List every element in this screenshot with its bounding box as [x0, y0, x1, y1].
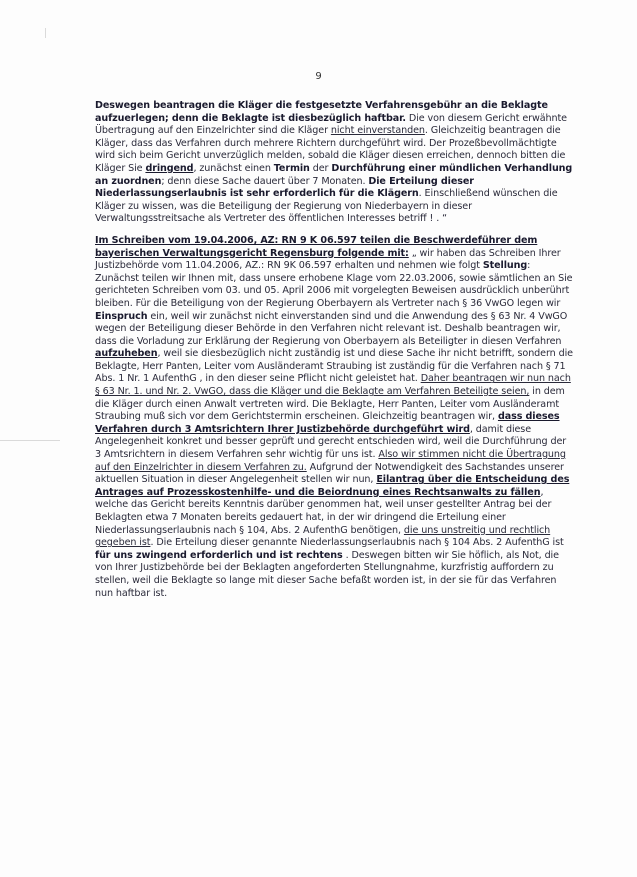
bold-text: Durchführung einer mündlichen Verhandlung an zuordnen: [95, 162, 573, 187]
underlined-text: die uns unstreitig und rechtlich gegeben ist: [95, 524, 551, 549]
bold-underlined-text: dringend: [145, 162, 194, 174]
text-span: . Die Erteilung dieser genannte Niederlassungserlaubnis nach § 104 Abs. 2 AufenthG ist: [150, 537, 564, 549]
text-span: Die von diesem Gericht erwähnte Übertragung auf den Einzelrichter sind die Kläger: [95, 112, 567, 137]
underlined-text: Also wir stimmen nicht die Übertragung auf den Einzelrichter in diesem Verfahren zu.: [95, 449, 566, 473]
text-span: der: [309, 162, 332, 174]
bold-underlined-text: Eilantrag über die Entscheidung des Antrages auf Prozesskostenhilfe- und die Beiordnung eines Rechtsanwalts zu fällen: [95, 474, 570, 498]
paragraph-letter: [95, 235, 575, 600]
text-span: . Gleichzeitig beantragen die Kläger, dass das Verfahren durch mehrere Richtern durchgeführt wird.: [95, 125, 561, 149]
text-span: . Einschließend wünschen die Kläger zu wissen, was die Beteiligung der Regierung von Niederbayern in dieser Verwaltungsstreitsache als Vertreter des öffentlichen Interesses betriff ! . “: [95, 188, 558, 225]
paragraph-gap: [95, 226, 575, 235]
text-span: ein, weil wir zunächst nicht einverstanden sind und die Anwendung des § 63 Nr. 4 VwGO wegen der Beteiligung dieser Behörde in den Verfahren nicht relevant ist. Deshalb beantragen wir, dass die Vorladung zur Erklärung der Regierung von Oberbayern als Beteiligter in diesen Verfahren: [95, 310, 568, 347]
document-body: [95, 100, 575, 600]
bold-text: Deswegen beantragen die Kläger die festgesetzte Verfahrensgebühr an die Beklagte aufzuerlegen; denn die Beklagte ist diesbezüglich haftbar.: [95, 100, 548, 124]
bold-text: Stellung: [482, 260, 528, 272]
text-span: , weil sie diesbezüglich nicht zuständig ist und diese Sache ihr nicht betrifft, sondern die Beklagte, Herr Panten, Leiter vom Ausländeramt Straubing ist zuständig für die Verfahren nach § 71 Abs. 1 Nr. 1 AufenthG , in den dieser seine Pflicht nicht geleistet hat.: [95, 348, 573, 385]
text-span: : Zunächst teilen wir Ihnen mit, dass unsere erhobene Klage vom 22.03.2006, sowie sämtlichen an Sie gerichteten Schreiben vom 03. und 05. April 2006 mit vorgelegten Beweisen ausdrücklich unberührt bleiben. Für die Beteiligung von der Regierung Oberbayern als Vertreter nach § 36 VwGO legen wir: [95, 260, 573, 309]
bold-underlined-text: dass dieses Verfahren durch 3 Amtsrichtern Ihrer Justizbehörde durchgeführt wird: [95, 411, 560, 435]
scan-artifact: [45, 28, 46, 38]
page-number: 9: [315, 71, 322, 82]
text-span: Der Prozeßbevollmächtigte wird sich beim Gericht unverzüglich melden, sobald die Kläger diesen erreichen, dennoch bitten die Kläger Sie: [95, 137, 566, 174]
underlined-text: Daher beantragen wir nun nach § 63 Nr. 1. und Nr. 2. VwGO, dass die Kläger und die Beklagte am Verfahren Beteiligte seien,: [95, 373, 571, 398]
section-heading: Im Schreiben vom 19.04.2006, AZ: RN 9 K 06.597 teilen die Beschwerdeführer dem bayerischen Verwaltungsgericht Regensburg folgende mit:: [95, 234, 538, 259]
underlined-text: nicht einverstanden: [330, 125, 425, 137]
text-span: ; denn diese Sache dauert über 7 Monaten.: [161, 175, 369, 187]
text-span: „ wir haben das Schreiben Ihrer Justizbehörde vom 11.04.2006, AZ.: RN 9K 06.597 erhalten und nehmen wie folgt: [95, 247, 561, 272]
text-span: , welche das Gericht bereits Kenntnis darüber genommen hat, weil unser gestellter Antrag bei der Beklagten etwa 7 Monaten bereits gedauert hat, in der wir dringend die Erteilung einer Niederlassungserlaubnis nach § 104, Abs. 2 AufenthG benötigen,: [95, 486, 552, 536]
text-span: in dem die Kläger durch einen Anwalt vertreten wird. Die Beklagte, Herr Panten, Leiter vom Ausländeramt Straubing muß sich vor dem Gerichtstermin erscheinen. Gleichzeitig beantragen wir,: [95, 386, 565, 423]
text-span: , damit diese Angelegenheit konkret und besser geprüft und gerecht entschieden wird, weil die Durchführung der 3 Amtsrichtern in diesem Verfahren sehr wichtig für uns ist.: [95, 423, 567, 461]
bold-text: Termin: [273, 162, 310, 174]
text-span: , zunächst einen: [193, 162, 274, 174]
text-span: . Deswegen bitten wir Sie höflich, als Not, die von Ihrer Justizbehörde bei der Beklagten angeforderten Stellungnahme, kurzfristig auffordern zu stellen, weil die Beklagte so lange mit dieser Sache befaßt worden ist, in der sie für das Verfahren nun haftbar ist.: [95, 549, 559, 599]
bold-text: Einspruch: [95, 310, 148, 322]
text-span: Aufgrund der Notwendigkeit des Sachstandes unserer aktuellen Situation in dieser Angelegenheit stellen wir nun,: [95, 461, 564, 486]
scan-artifact: [0, 440, 60, 441]
bold-underlined-text: aufzuheben: [95, 348, 158, 360]
bold-text: für uns zwingend erforderlich und ist rechtens: [95, 549, 343, 561]
paragraph-request: [95, 100, 575, 226]
bold-text: Die Erteilung dieser Niederlassungserlaubnis ist sehr erforderlich für die Klägern: [95, 175, 474, 200]
